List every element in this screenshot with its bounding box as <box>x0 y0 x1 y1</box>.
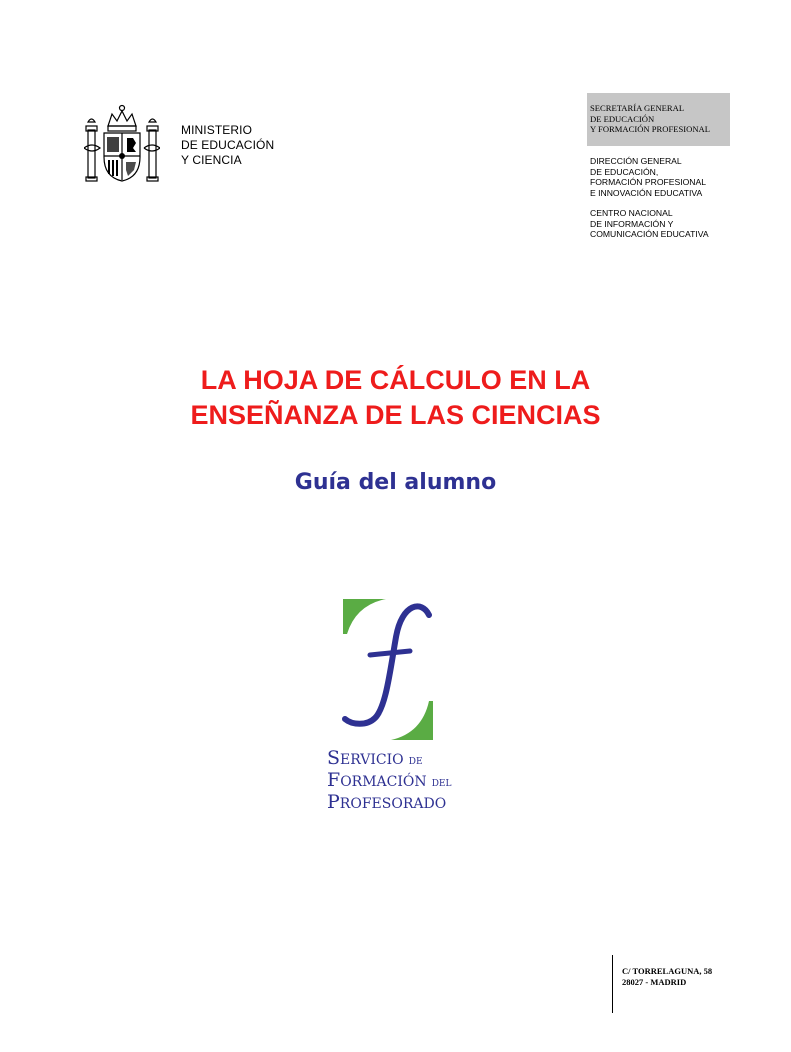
centro-nacional-block <box>590 208 709 240</box>
document-subtitle: Guía del alumno <box>294 470 497 495</box>
secretaria-line: SECRETARÍA GENERAL <box>590 103 685 113</box>
direccion-line: DIRECCIÓN GENERAL <box>590 156 682 166</box>
direccion-line: DE EDUCACIÓN, <box>590 166 659 177</box>
direccion-line: E INNOVACIÓN EDUCATIVA <box>590 187 703 198</box>
wordmark-line-1: SERVICIO DE <box>327 747 423 769</box>
secretaria-general-box <box>587 93 730 146</box>
secretaria-line: Y FORMACIÓN PROFESIONAL <box>590 124 711 134</box>
ministry-name <box>181 123 274 168</box>
wordmark-line-3: PROFESORADO <box>327 791 447 813</box>
ministry-line: DE EDUCACIÓN <box>181 138 275 152</box>
title-line-1: LA HOJA DE CÁLCULO EN LA <box>200 365 591 395</box>
centro-line: DE INFORMACIÓN Y <box>590 218 674 229</box>
title-line-2: ENSEÑANZA DE LAS CIENCIAS <box>190 400 601 430</box>
centro-line: COMUNICACIÓN EDUCATIVA <box>590 229 709 239</box>
ministry-line: MINISTERIO <box>181 123 253 137</box>
postal-address <box>622 966 712 988</box>
document-title <box>0 363 791 433</box>
servicio-formacion-logo-icon <box>340 597 436 742</box>
secretaria-line: DE EDUCACIÓN <box>590 113 655 124</box>
logo-glyph: f <box>340 597 341 598</box>
wordmark-line-2: FORMACIÓN DEL <box>327 769 452 791</box>
address-divider <box>612 955 613 1013</box>
direccion-line: FORMACIÓN PROFESIONAL <box>590 177 707 187</box>
ministry-line: Y CIENCIA <box>181 153 242 167</box>
direccion-general-block <box>590 156 706 198</box>
centro-line: CENTRO NACIONAL <box>590 208 673 218</box>
address-line: 28027 - MADRID <box>622 977 687 987</box>
address-line: C/ TORRELAGUNA, 58 <box>622 966 713 976</box>
servicio-formacion-wordmark <box>327 749 451 813</box>
coat-of-arms-emblem <box>84 104 160 182</box>
